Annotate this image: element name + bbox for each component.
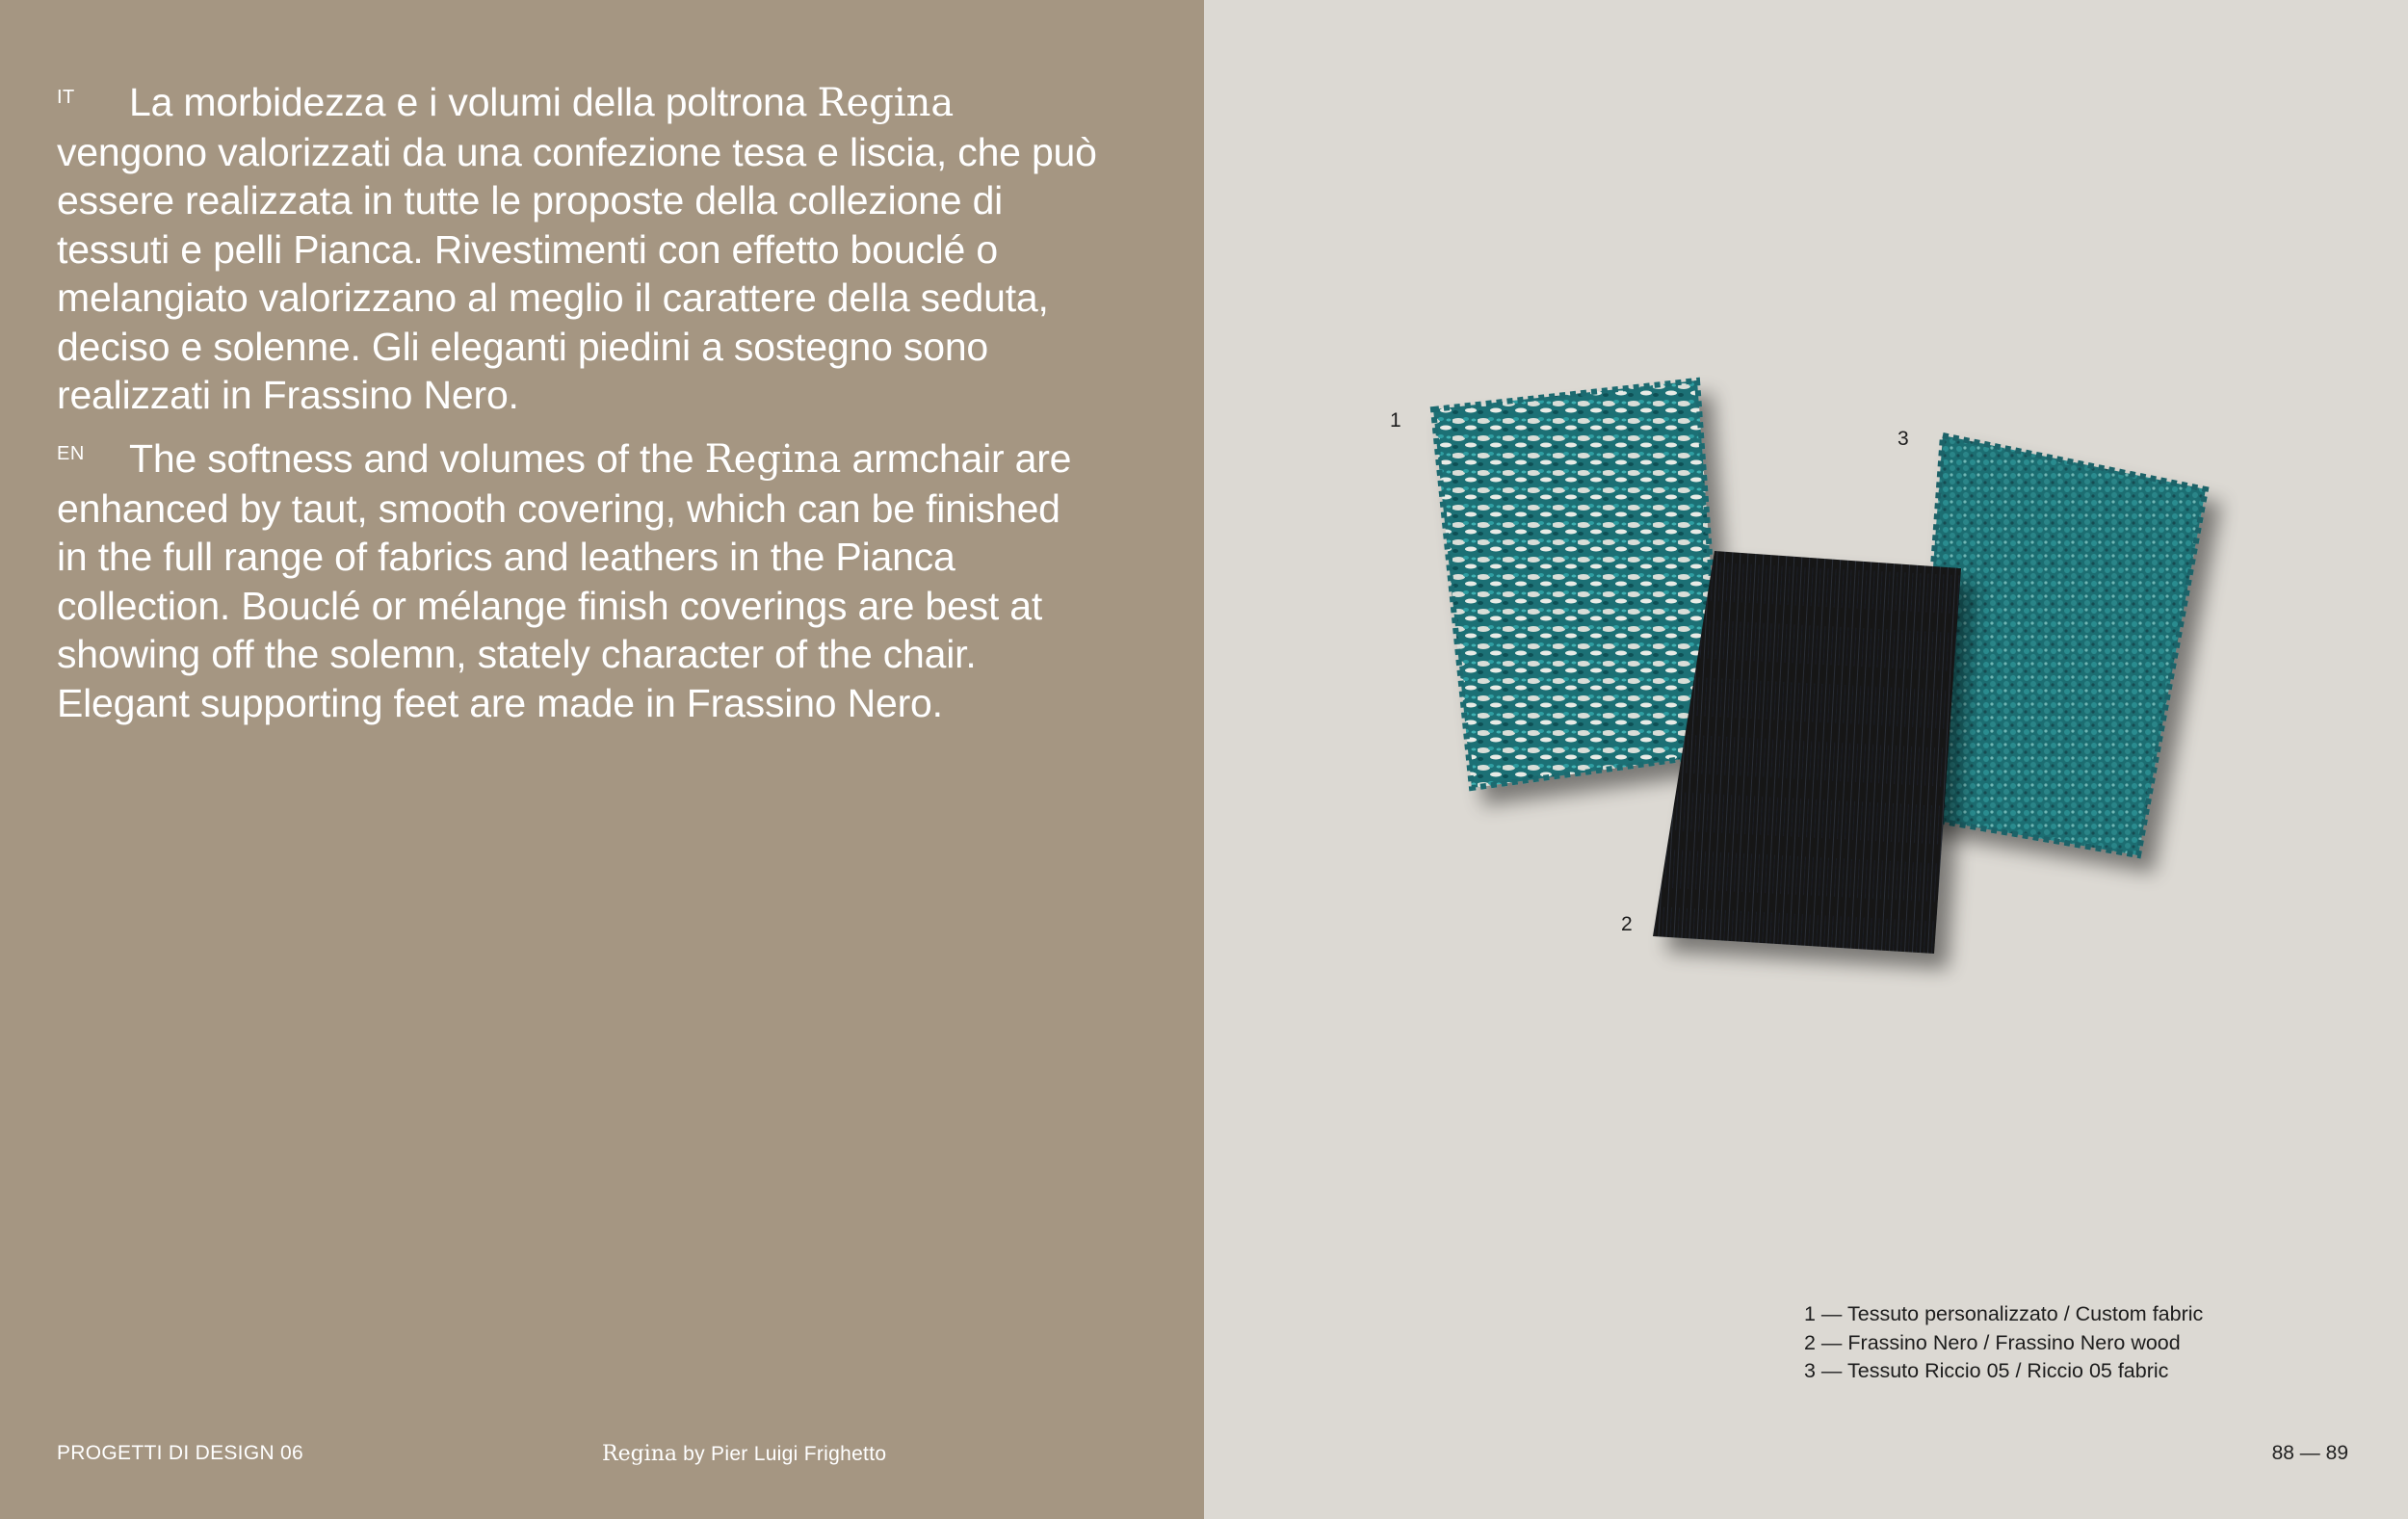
page-numbers: 88 — 89 [2271, 1442, 2348, 1464]
lang-tag-it: IT [57, 87, 75, 108]
it-text-rest: vengono valorizzati da una confezione tesa e liscia, che può essere realizzata in tutte le proposte della collezione di tessuti e pelli Pianca. Rivestimenti con effetto bouclé o melangiato valorizzano al meglio il carattere della seduta, deciso e solenne. Gli eleganti piedini a sostegno sono realizzati in Frassino Nero. [57, 129, 1097, 417]
caption-3: 3 — Tessuto Riccio 05 / Riccio 05 fabric [1804, 1359, 2169, 1382]
swatch-label-2: 2 [1621, 913, 1633, 935]
en-brand-name: Regina [704, 437, 842, 482]
english-text-block [57, 434, 1097, 727]
footer-product-name: Regina [602, 1442, 677, 1466]
footer-designer: by Pier Luigi Frighetto [677, 1443, 887, 1465]
it-brand-name: Regina [817, 81, 955, 125]
italian-text-block [57, 78, 1097, 420]
caption-2: 2 — Frassino Nero / Frassino Nero wood [1804, 1330, 2181, 1354]
en-text-rest: armchair are enhanced by taut, smooth covering, which can be finished in the full range of fabrics and leathers in the Pianca collection. Bouclé or mélange finish coverings are best at showing off the solemn, stately character of the chair. Elegant supporting feet are made in Frassino Nero. [57, 436, 1072, 725]
right-page [1204, 0, 2408, 1519]
lang-tag-en: EN [57, 443, 85, 464]
en-text-start: The softness and volumes of the [129, 436, 705, 481]
swatch-label-1: 1 [1390, 409, 1401, 432]
footer-product-credit [602, 1442, 886, 1466]
swatch-captions [1804, 1300, 2203, 1386]
it-text-start: La morbidezza e i volumi della poltrona [129, 80, 818, 124]
swatch-label-3: 3 [1898, 428, 1909, 450]
caption-1: 1 — Tessuto personalizzato / Custom fabric [1804, 1302, 2204, 1325]
footer-section-title: PROGETTI DI DESIGN 06 [57, 1442, 304, 1464]
